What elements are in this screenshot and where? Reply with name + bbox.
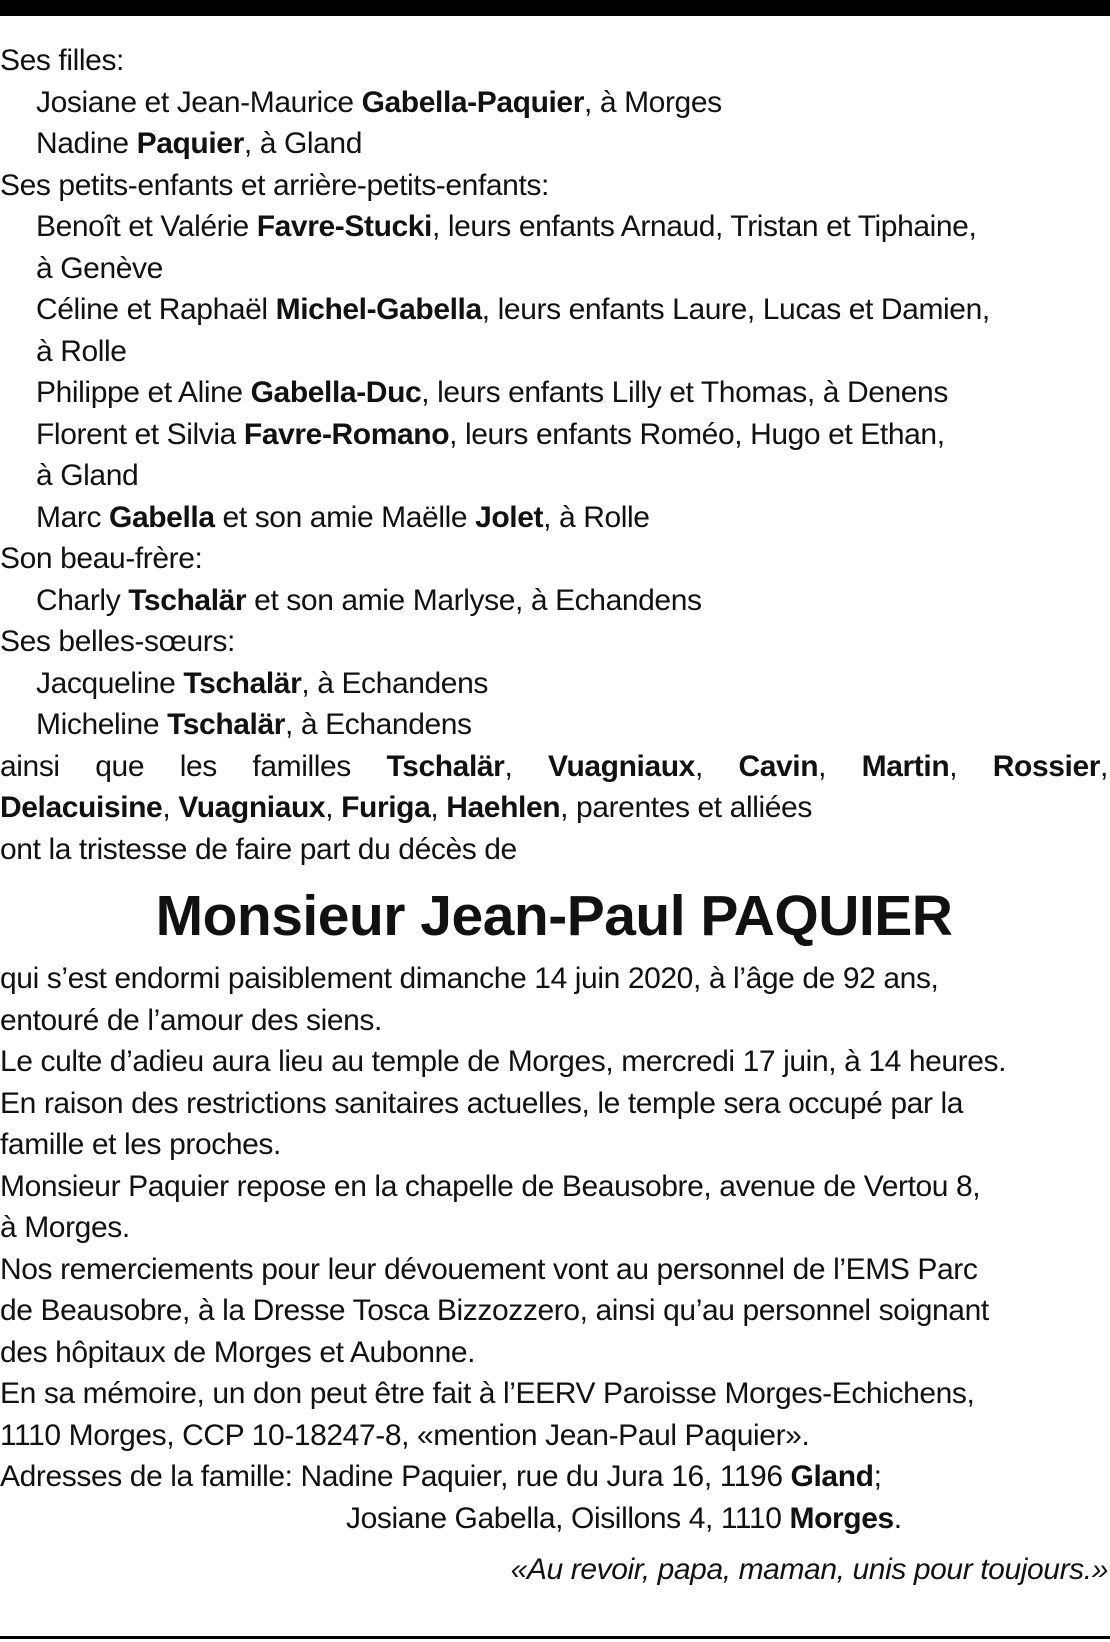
family-address-line: Adresses de la famille: Nadine Paquier, rue du Jura 16, 1196 Gland; (0, 1460, 882, 1493)
announcement-line: ont la tristesse de faire part du décès de (0, 832, 517, 866)
grandchild-family-line: Philippe et Aline Gabella-Duc, leurs enfants Lilly et Thomas, à Denens (36, 376, 948, 409)
body-line: entouré de l’amour des siens. (0, 1003, 382, 1037)
daughters-heading: Ses filles: (0, 44, 124, 77)
body-line: Le culte d’adieu aura lieu au temple de Morges, mercredi 17 juin, à 14 heures. (0, 1045, 1007, 1078)
body-line: En sa mémoire, un don peut être fait à l’EERV Paroisse Morges-Echichens, (0, 1377, 975, 1410)
body-line: 1110 Morges, CCP 10-18247-8, «mention Jean-Paul Paquier». (0, 1418, 810, 1452)
brother-in-law-line: Charly Tschalär et son amie Marlyse, à Echandens (36, 583, 702, 617)
body-line: famille et les proches. (0, 1128, 281, 1161)
sister-in-law-line: Jacqueline Tschalär, à Echandens (36, 666, 488, 700)
top-rule (0, 0, 1110, 16)
grandchild-family-continuation: à Gland (36, 459, 139, 492)
sisters-in-law-heading: Ses belles-sœurs: (0, 625, 235, 658)
families-line: ainsi que les familles Tschalär, Vuagniaux, Cavin, Martin, Rossier, (0, 749, 1108, 783)
obituary-notice (0, 40, 1108, 1591)
family-address-line: Josiane Gabella, Oisillons 4, 1110 Morges. (346, 1501, 902, 1535)
body-line: qui s’est endormi paisiblement dimanche 14 juin 2020, à l’âge de 92 ans, (0, 962, 939, 995)
body-line: à Morges. (0, 1211, 130, 1244)
body-line: de Beausobre, à la Dresse Tosca Bizzozzero, ainsi qu’au personnel soignant (0, 1294, 989, 1327)
closing-quote: «Au revoir, papa, maman, unis pour toujours.» (510, 1553, 1108, 1586)
body-line: Monsieur Paquier repose en la chapelle de Beausobre, avenue de Vertou 8, (0, 1169, 981, 1203)
brother-in-law-heading: Son beau-frère: (0, 542, 203, 575)
grandchild-family-line: Marc Gabella et son amie Maëlle Jolet, à Rolle (36, 500, 650, 534)
body-line: Nos remerciements pour leur dévouement vont au personnel de l’EMS Parc (0, 1252, 978, 1286)
grandchildren-heading: Ses petits-enfants et arrière-petits-enfants: (0, 168, 549, 202)
body-line: En raison des restrictions sanitaires actuelles, le temple sera occupé par la (0, 1086, 964, 1120)
daughter-line: Josiane et Jean-Maurice Gabella-Paquier, à Morges (36, 85, 722, 119)
daughter-line: Nadine Paquier, à Gland (36, 127, 363, 160)
grandchild-family-line: Céline et Raphaël Michel-Gabella, leurs enfants Laure, Lucas et Damien, (36, 293, 990, 326)
grandchild-family-line: Florent et Silvia Favre-Romano, leurs enfants Roméo, Hugo et Ethan, (36, 417, 945, 451)
sister-in-law-line: Micheline Tschalär, à Echandens (36, 708, 472, 741)
grandchild-family-continuation: à Genève (36, 251, 163, 285)
body-line: des hôpitaux de Morges et Aubonne. (0, 1335, 476, 1369)
bottom-rule (0, 1636, 1110, 1639)
grandchild-family-continuation: à Rolle (36, 334, 127, 368)
grandchild-family-line: Benoît et Valérie Favre-Stucki, leurs enfants Arnaud, Tristan et Tiphaine, (36, 210, 977, 243)
families-line-continued: Delacuisine, Vuagniaux, Furiga, Haehlen, parentes et alliées (0, 791, 812, 824)
deceased-name-title: Monsieur Jean-Paul PAQUIER (155, 884, 953, 948)
